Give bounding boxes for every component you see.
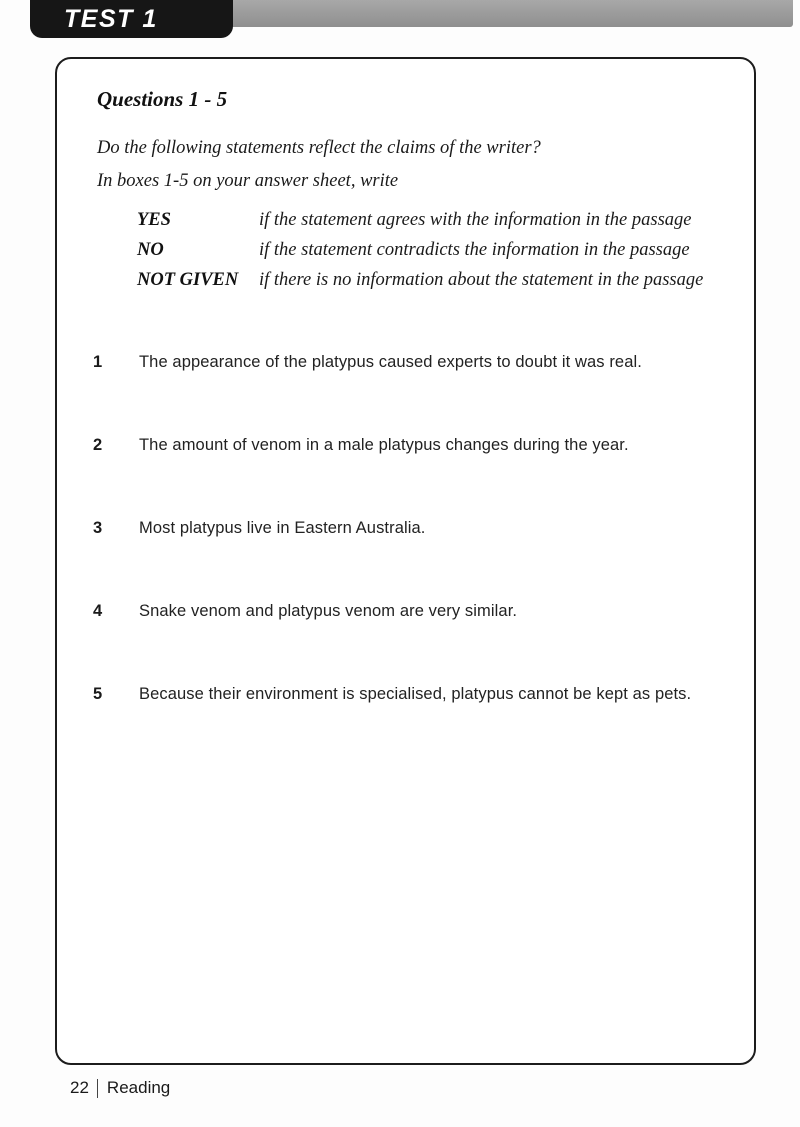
questions-heading: Questions 1 - 5 — [97, 87, 228, 111]
instruction-line-2: In boxes 1-5 on your answer sheet, write — [97, 171, 399, 191]
option-not-given — [137, 270, 728, 291]
question-list — [93, 353, 728, 704]
question-number: 5 — [93, 685, 103, 703]
option-term: NOT GIVEN — [137, 270, 239, 290]
question-number: 2 — [93, 436, 103, 454]
question-text: Snake venom and platypus venom are very similar. — [139, 602, 518, 620]
instruction-line-1: Do the following statements reflect the claims of the writer? — [97, 138, 541, 158]
page-footer — [70, 1078, 170, 1098]
question-item-3 — [93, 519, 728, 538]
option-definition: if the statement contradicts the information in the passage — [259, 240, 690, 260]
test-title: TEST 1 — [64, 4, 158, 33]
question-item-5 — [93, 685, 728, 704]
question-text: The amount of venom in a male platypus changes during the year. — [139, 436, 629, 454]
option-no — [137, 240, 728, 261]
option-definition: if there is no information about the statement in the passage — [259, 270, 704, 290]
option-term: NO — [137, 240, 164, 260]
option-term: YES — [137, 210, 171, 230]
question-number: 4 — [93, 602, 103, 620]
page-number: 22 — [70, 1078, 89, 1097]
question-text: The appearance of the platypus caused experts to doubt it was real. — [139, 353, 642, 371]
question-item-2 — [93, 436, 728, 455]
question-text: Most platypus live in Eastern Australia. — [139, 519, 426, 537]
question-item-1 — [93, 353, 728, 372]
answer-key-options — [137, 210, 728, 291]
test-title-tab — [30, 0, 233, 38]
footer-section-label: Reading — [106, 1078, 171, 1097]
question-item-4 — [93, 602, 728, 621]
question-text: Because their environment is specialised, platypus cannot be kept as pets. — [139, 685, 692, 703]
question-number: 1 — [93, 353, 103, 371]
footer-divider — [97, 1079, 98, 1098]
question-panel — [55, 57, 756, 1065]
question-number: 3 — [93, 519, 103, 537]
option-yes — [137, 210, 728, 231]
option-definition: if the statement agrees with the information in the passage — [259, 210, 692, 230]
